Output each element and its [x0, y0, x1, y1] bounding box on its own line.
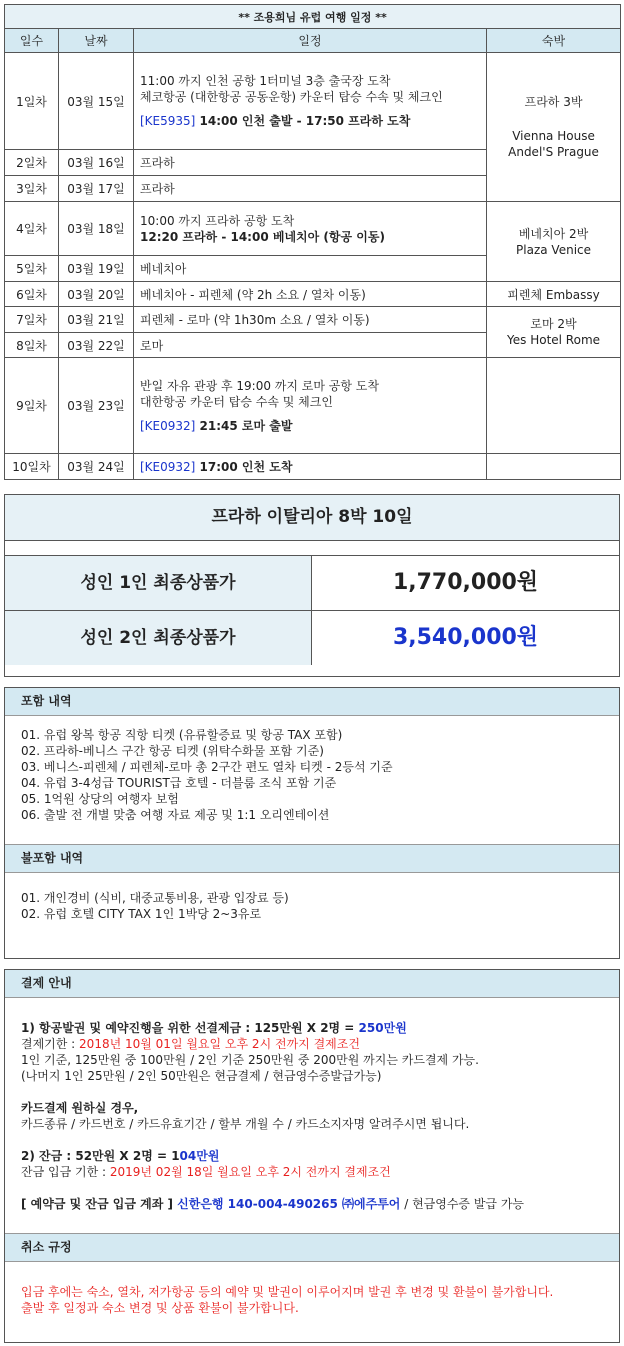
hotel-name: Vienna House	[512, 129, 595, 143]
section-title: 결제 안내	[5, 970, 619, 998]
section-title: 취소 규정	[5, 1234, 619, 1262]
schedule-cell	[134, 202, 487, 256]
hotel-cell-empty	[487, 454, 621, 480]
card-title: 카드결제 원하실 경우,	[21, 1101, 139, 1115]
table-row	[5, 454, 621, 480]
hotel-name: Andel'S Prague	[508, 145, 599, 159]
table-row	[5, 282, 621, 307]
price-row	[5, 555, 619, 610]
table-row	[5, 202, 621, 256]
payment-box	[4, 969, 620, 1343]
account-line	[21, 1196, 619, 1212]
date-cell: 03월 20일	[59, 282, 134, 307]
day-cell: 4일차	[5, 202, 59, 256]
hotel-name: Plaza Venice	[516, 242, 592, 257]
flight-code: [KE0932]	[140, 418, 196, 433]
flight-code: [KE0932]	[140, 460, 196, 474]
table-row	[5, 53, 621, 150]
date-cell: 03월 19일	[59, 256, 134, 282]
deposit-label: 1) 항공발권 및 예약진행을 위한 선결제금 : 125만원 X 2명 =	[21, 1021, 359, 1035]
day-cell: 1일차	[5, 53, 59, 150]
deadline-value: 2018년 10월 01일 월요일 오후 2시 전까지 결제조건	[79, 1037, 360, 1051]
price-value: 1,770,000원	[312, 556, 619, 610]
flight-code: [KE5935]	[140, 114, 196, 128]
included-list	[5, 716, 619, 845]
day-cell: 9일차	[5, 358, 59, 454]
balance-total: 04만원	[179, 1149, 220, 1163]
cancel-body	[5, 1262, 619, 1316]
date-cell: 03월 22일	[59, 333, 134, 358]
hotel-cell-venice	[487, 202, 621, 282]
hotel-cell-florence: 피렌체 Embassy	[487, 282, 621, 307]
hotel-cell-prague	[487, 53, 621, 202]
day-cell: 2일차	[5, 150, 59, 176]
date-cell: 03월 18일	[59, 202, 134, 256]
price-box	[4, 494, 620, 677]
balance-label: 2) 잔금 : 52만원 X 2명 = 1	[21, 1149, 180, 1163]
balance-deadline-value: 2019년 02월 18일 월요일 오후 2시 전까지 결제조건	[109, 1165, 391, 1179]
day-cell: 8일차	[5, 333, 59, 358]
date-cell: 03월 15일	[59, 53, 134, 150]
schedule-cell	[134, 358, 487, 454]
date-cell: 03월 21일	[59, 307, 134, 333]
flight-line	[140, 418, 480, 434]
list-item: 05. 1억원 상당의 여행자 보험	[21, 792, 179, 806]
schedule-cell: 프라하	[134, 150, 487, 176]
package-title: 프라하 이탈리아 8박 10일	[5, 495, 619, 540]
section-title: 불포함 내역	[5, 845, 619, 873]
hotel-label: 로마 2박	[530, 317, 577, 331]
day-cell: 5일차	[5, 256, 59, 282]
list-item: 01. 개인경비 (식비, 대중교통비용, 관광 입장료 등)	[21, 891, 289, 905]
header-date: 날짜	[59, 29, 134, 53]
schedule-cell: 베네치아 - 피렌체 (약 2h 소요 / 열차 이동)	[134, 282, 487, 307]
list-item: 06. 출발 전 개별 맞춤 여행 자료 제공 및 1:1 오리엔테이션	[21, 808, 330, 822]
card-note: 1인 기준, 125만원 중 100만원 / 2인 기준 250만원 중 200만원 까지는 카드결제 가능.	[21, 1053, 479, 1067]
header-schedule: 일정	[134, 29, 487, 53]
itinerary-title: ** 조용희님 유럽 여행 일정 **	[5, 5, 621, 29]
cancel-line: 출발 후 일정과 숙소 변경 및 상품 환불이 불가합니다.	[21, 1301, 299, 1315]
cash-note: (나머지 1인 25만원 / 2인 50만원은 현금결제 / 현금영수증발급가능)	[21, 1069, 382, 1083]
price-row	[5, 610, 619, 665]
list-item: 02. 유럽 호텔 CITY TAX 1인 1박당 2~3유로	[21, 907, 262, 921]
schedule-line: 11:00 까지 인천 공항 1터미널 3층 출국장 도착	[140, 74, 391, 88]
hotel-label: 베네치아 2박	[518, 226, 589, 241]
schedule-cell: 피렌체 - 로마 (약 1h30m 소요 / 열차 이동)	[134, 307, 487, 333]
section-title: 포함 내역	[5, 688, 619, 716]
deposit-line	[21, 1020, 619, 1036]
balance-line	[21, 1148, 619, 1164]
schedule-line: 12:20 프라하 - 14:00 베네치아 (항공 이동)	[140, 229, 385, 244]
flight-text: 21:45 로마 출발	[195, 418, 293, 433]
day-cell: 7일차	[5, 307, 59, 333]
schedule-cell	[134, 53, 487, 150]
deposit-total: 250만원	[358, 1021, 407, 1035]
list-item: 02. 프라하-베니스 구간 항공 티켓 (위탁수화물 포함 기준)	[21, 744, 324, 758]
deadline-line	[21, 1036, 619, 1052]
flight-line	[140, 113, 480, 129]
schedule-cell: 로마	[134, 333, 487, 358]
account-label: [ 예약금 및 잔금 입금 계좌 ]	[21, 1197, 178, 1211]
schedule-line: 반일 자유 관광 후 19:00 까지 로마 공항 도착	[140, 378, 379, 393]
flight-text: 17:00 인천 도착	[195, 460, 293, 474]
price-label: 성인 2인 최종상품가	[5, 611, 312, 665]
balance-deadline-label: 잔금 입금 기한 :	[21, 1165, 110, 1179]
flight-text: 14:00 인천 출발 - 17:50 프라하 도착	[195, 114, 411, 128]
balance-deadline-line	[21, 1164, 619, 1180]
list-item: 01. 유럽 왕복 항공 직항 티켓 (유류할증료 및 항공 TAX 포함)	[21, 728, 343, 742]
day-cell: 3일차	[5, 176, 59, 202]
schedule-line: 체코항공 (대한항공 공동운항) 카운터 탑승 수속 및 체크인	[140, 90, 443, 104]
deadline-label: 결제기한 :	[21, 1037, 80, 1051]
list-item: 03. 베니스-피렌체 / 피렌체-로마 총 2구간 편도 열차 티켓 - 2등석 기준	[21, 760, 393, 774]
card-info: 카드종류 / 카드번호 / 카드유효기간 / 할부 개월 수 / 카드소지자명 알려주시면 됩니다.	[21, 1117, 470, 1131]
table-row	[5, 358, 621, 454]
hotel-label: 프라하 3박	[524, 95, 583, 109]
schedule-cell: 베네치아	[134, 256, 487, 282]
date-cell: 03월 23일	[59, 358, 134, 454]
header-hotel: 숙박	[487, 29, 621, 53]
divider	[5, 540, 619, 555]
date-cell: 03월 17일	[59, 176, 134, 202]
excluded-list	[5, 873, 619, 922]
itinerary-table	[4, 4, 621, 480]
schedule-cell: 프라하	[134, 176, 487, 202]
account-value: 신한은행 140-004-490265 ㈜에주투어	[177, 1197, 401, 1211]
hotel-cell-rome	[487, 307, 621, 358]
account-note: / 현금영수증 발급 가능	[400, 1197, 525, 1211]
list-item: 04. 유럽 3-4성급 TOURIST급 호텔 - 더블룸 조식 포함 기준	[21, 776, 337, 790]
price-value: 3,540,000원	[312, 611, 619, 665]
schedule-line: 대한항공 카운터 탑승 수속 및 체크인	[140, 394, 333, 409]
day-cell: 6일차	[5, 282, 59, 307]
schedule-line: 10:00 까지 프라하 공항 도착	[140, 213, 295, 228]
hotel-cell-empty	[487, 358, 621, 454]
hotel-name: Yes Hotel Rome	[507, 333, 601, 347]
inclusions-box	[4, 687, 620, 959]
cancel-line: 입금 후에는 숙소, 열차, 저가항공 등의 예약 및 발권이 이루어지며 발권 후 변경 및 환불이 불가합니다.	[21, 1285, 554, 1299]
date-cell: 03월 24일	[59, 454, 134, 480]
date-cell: 03월 16일	[59, 150, 134, 176]
day-cell: 10일차	[5, 454, 59, 480]
schedule-cell	[134, 454, 487, 480]
payment-body	[5, 998, 619, 1234]
header-day: 일수	[5, 29, 59, 53]
price-label: 성인 1인 최종상품가	[5, 556, 312, 610]
table-row	[5, 307, 621, 333]
